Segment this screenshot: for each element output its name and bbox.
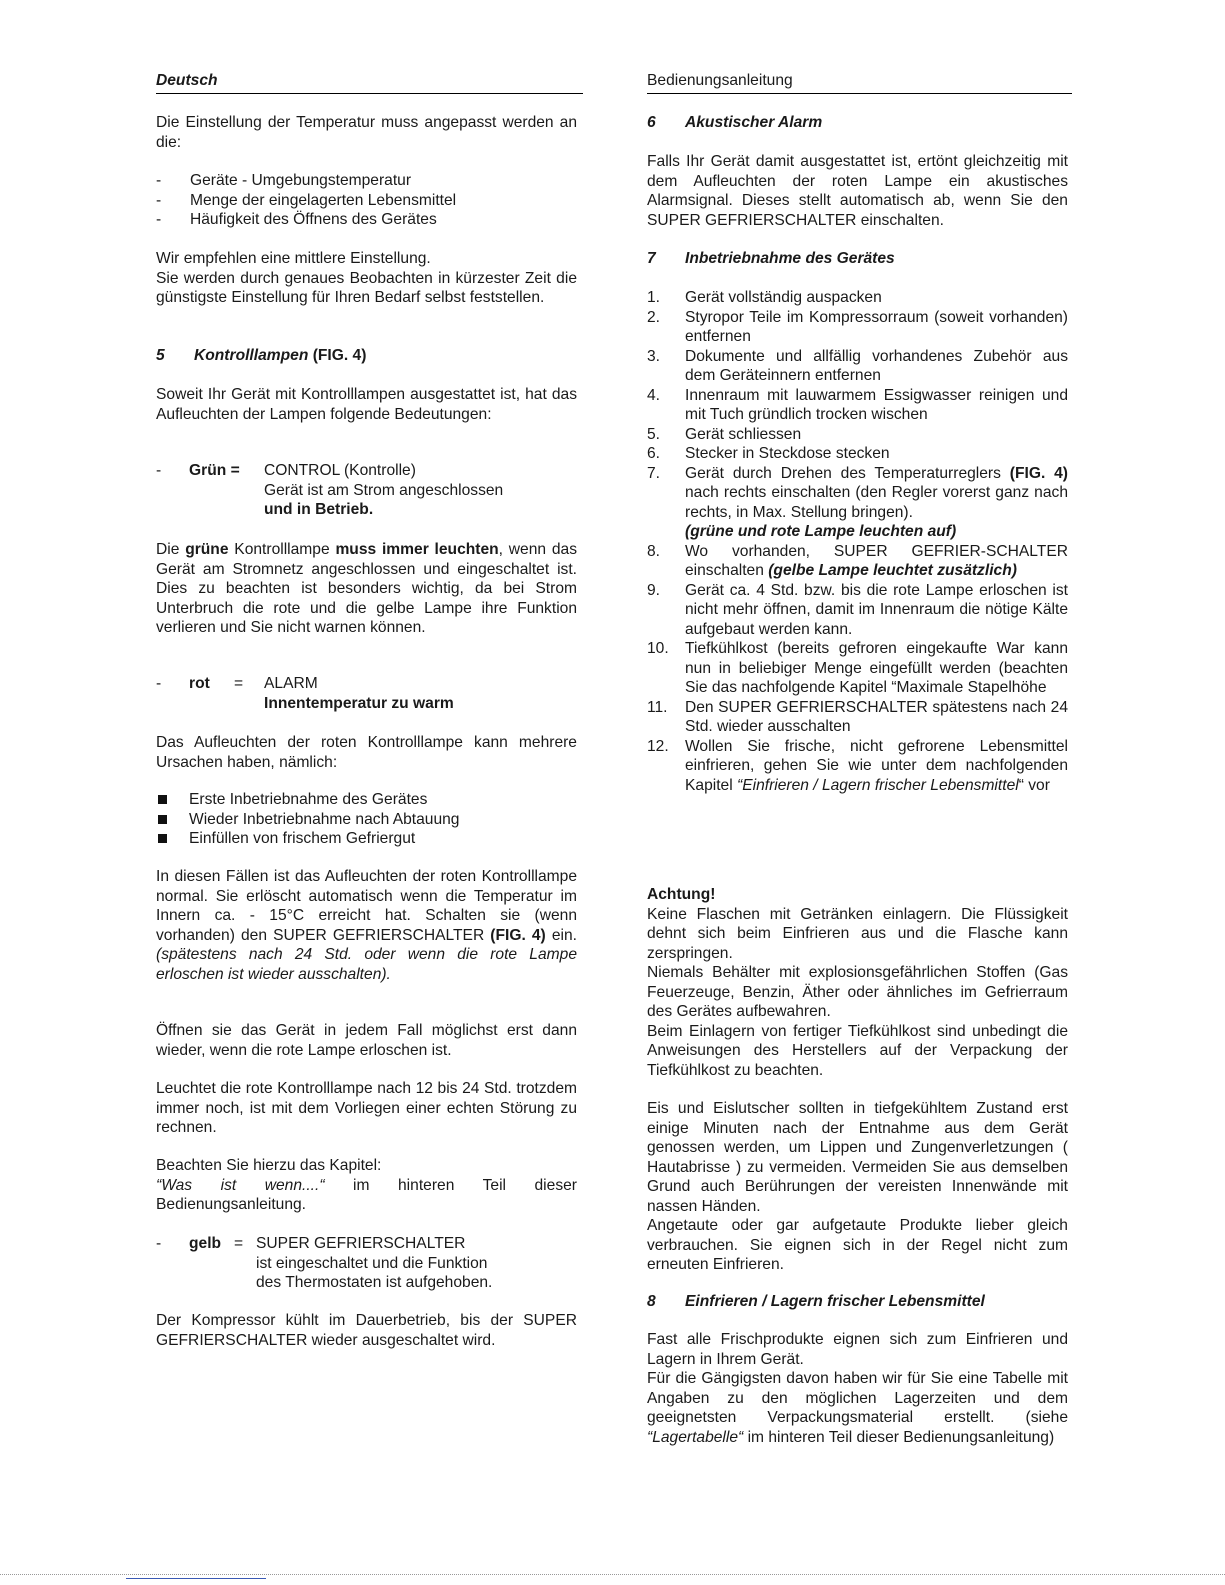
list-item: 8. Wo vorhanden, SUPER GEFRIER-SCHALTER einschalten (gelbe Lampe leuchtet zusätzlich) bbox=[647, 542, 1068, 579]
section-6-text: Falls Ihr Gerät damit ausgestattet ist, ertönt gleichzeitig mit dem Aufleuchten der roten Lampe ein akustisches Alarmsignal. Dieses stellt automatisch ab, wenn Sie den SUPER GEFRIERSCHALTER einschalten. bbox=[647, 153, 1068, 229]
open-text: Öffnen sie das Gerät in jedem Fall möglichst erst dann wieder, wenn die rote Lampe erloschen ist. bbox=[156, 1022, 577, 1059]
footer-link-underline bbox=[126, 1578, 266, 1579]
list-item: Erste Inbetriebnahme des Gerätes bbox=[156, 790, 577, 810]
section-7-heading: 7 Inbetriebnahme des Gerätes bbox=[647, 250, 895, 267]
list-item: 2. Styropor Teile im Kompressorraum (soweit vorhanden) entfernen bbox=[647, 308, 1068, 345]
header-language: Deutsch bbox=[156, 71, 583, 94]
normal-text: In diesen Fällen ist das Aufleuchten der roten Kontrolllampe normal. Sie erlöscht automatisch wenn die Temperatur im Innern ca. - 15°C erreicht hat. Schalten sie (wenn vorhanden) den SUPER GEFRIERSCHALTER (FIG. 4) ein. (spätestens nach 24 Std. oder wenn die rote Lampe erloschen ist wieder ausschalten). bbox=[156, 868, 577, 983]
recommendation: Wir empfehlen eine mittlere Einstellung. Sie werden durch genaues Beobachten in kürzester Zeit die günstigste Einstellung für Ihren Bedarf selbst feststellen. bbox=[156, 250, 577, 306]
fault-text: Leuchtet die rote Kontrolllampe nach 12 bis 24 Std. trotzdem immer noch, ist mit dem Vorliegen einer echten Störung zu rechnen. bbox=[156, 1080, 577, 1136]
warning-block: Achtung! Keine Flaschen mit Getränken einlagern. Die Flüssigkeit dehnt sich beim Einfrieren aus und die Flasche kann zerspringen. Niemals Behälter mit explosionsgefährlichen Stoffen (Gas Feuerzeuge, Benzin, Äther oder ähnliches im Gefrierraum des Gerätes aufbewahren. Beim Einlagern von fertiger Tiefkühlkost sind unbedingt die Anweisungen des Herstellers auf der Verpackung der Tiefkühlkost zu beachten. bbox=[647, 886, 1068, 1079]
list-item: 6. Stecker in Steckdose stecken bbox=[647, 445, 890, 462]
green-lamp-text: Die grüne Kontrolllampe muss immer leuchten, wenn das Gerät am Stromnetz angeschlossen und eingeschaltet ist. Dies zu beachten ist besonders wichtig, da bei Strom Unterbruch die rote und die gelbe Lampe ihre Funktion verlieren und Sie nicht warnen können. bbox=[156, 541, 577, 636]
note-text: Beachten Sie hierzu das Kapitel: “Was ist wenn....“ im hinteren Teil dieser Bedienungsanleitung. bbox=[156, 1157, 577, 1213]
page-footer-rule bbox=[0, 1574, 1225, 1575]
section-8-heading: 8 Einfrieren / Lagern frischer Lebensmittel bbox=[647, 1293, 985, 1310]
section-5-heading: 5 Kontrolllampen (FIG. 4) bbox=[156, 347, 367, 364]
red-lamp-text: Das Aufleuchten der roten Kontrolllampe kann mehrere Ursachen haben, nämlich: bbox=[156, 734, 577, 771]
setup-steps bbox=[647, 288, 1068, 795]
bullet-icon bbox=[158, 795, 167, 804]
list-item: 12. Wollen Sie frische, nicht gefrorene Lebensmittel einfrieren, gehen Sie wie unter dem nachfolgenden Kapitel “Einfrieren / Lagern frischer Lebensmittel“ vor bbox=[647, 737, 1068, 794]
lamp-yellow: - gelb = SUPER GEFRIERSCHALTER ist eingeschaltet und die Funktion des Thermostaten ist aufgehoben. bbox=[156, 1235, 493, 1291]
intro-text: Die Einstellung der Temperatur muss angepasst werden an die: bbox=[156, 114, 577, 151]
list-item: 10. Tiefkühlkost (bereits gefroren eingekaufte War kann nun in beliebiger Menge eingefüllt werden (beachten Sie das nachfolgende Kapitel “Maximale Stapelhöhe bbox=[647, 640, 1068, 696]
section-8-text: Fast alle Frischprodukte eignen sich zum Einfrieren und Lagern in Ihrem Gerät. Für die Gängigsten davon haben wir für Sie eine Tabelle mit Angaben zu den möglichen Lagerzeiten und dem geeignetsten Verpackungsmaterial erstellt. (siehe “Lagertabelle“ im hinteren Teil dieser Bedienungsanleitung) bbox=[647, 1331, 1068, 1446]
list-item: 3. Dokumente und allfällig vorhandenes Zubehör aus dem Geräteinnern entfernen bbox=[647, 347, 1068, 384]
list-item: 1. Gerät vollständig auspacken bbox=[647, 289, 882, 306]
list-item: 9. Gerät ca. 4 Std. bzw. bis die rote Lampe erloschen ist nicht mehr öffnen, damit im Innenraum die nötige Kälte aufgebaut werden kann. bbox=[647, 581, 1068, 638]
cause-list bbox=[156, 790, 577, 849]
list-item: 7. Gerät durch Drehen des Temperaturreglers (FIG. 4) nach rechts einschalten (den Regler vorerst ganz nach rechts, in Max. Stellung bringen). (grüne und rote Lampe leuchten auf) bbox=[647, 464, 1068, 540]
section-6-heading: 6 Akustischer Alarm bbox=[647, 114, 823, 131]
list-item: - Menge der eingelagerten Lebensmittel bbox=[156, 191, 457, 209]
bullet-icon bbox=[158, 834, 167, 843]
section-5-intro: Soweit Ihr Gerät mit Kontrolllampen ausgestattet ist, hat das Aufleuchten der Lampen folgende Bedeutungen: bbox=[156, 386, 577, 423]
list-item: Einfüllen von frischem Gefriergut bbox=[156, 829, 577, 849]
lamp-red: - rot = ALARM Innentemperatur zu warm bbox=[156, 675, 454, 712]
factor-list bbox=[156, 171, 577, 230]
list-item: - Häufigkeit des Öffnens des Gerätes bbox=[156, 211, 437, 228]
list-item: Wieder Inbetriebnahme nach Abtauung bbox=[156, 810, 577, 830]
lamp-green: - Grün = CONTROL (Kontrolle) Gerät ist am Strom angeschlossen und in Betrieb. bbox=[156, 462, 504, 518]
compressor-text: Der Kompressor kühlt im Dauerbetrieb, bis der SUPER GEFRIERSCHALTER wieder ausgeschaltet wird. bbox=[156, 1312, 577, 1349]
header-title: Bedienungsanleitung bbox=[647, 71, 1072, 94]
bullet-icon bbox=[158, 815, 167, 824]
list-item: 11. Den SUPER GEFRIERSCHALTER spätestens nach 24 Std. wieder ausschalten bbox=[647, 698, 1068, 735]
ice-block: Eis und Eislutscher sollten in tiefgekühltem Zustand erst einige Minuten nach der Entnahme aus dem Gerät genossen werden, um Lippen und Zungenverletzungen ( Hautabrisse ) zu vermeiden. Vermeiden Sie aus demselben Grund auch Berührungen der vereisten Innenwände mit nassen Händen. Angetaute oder gar aufgetaute Produkte lieber gleich verbrauchen. Sie eignen sich in der Regel nicht zum erneuten Einfrieren. bbox=[647, 1100, 1068, 1273]
list-item: 5. Gerät schliessen bbox=[647, 425, 802, 443]
list-item: 4. Innenraum mit lauwarmem Essigwasser reinigen und mit Tuch gründlich trocken wischen bbox=[647, 386, 1068, 423]
list-item: - Geräte - Umgebungstemperatur bbox=[156, 172, 412, 189]
